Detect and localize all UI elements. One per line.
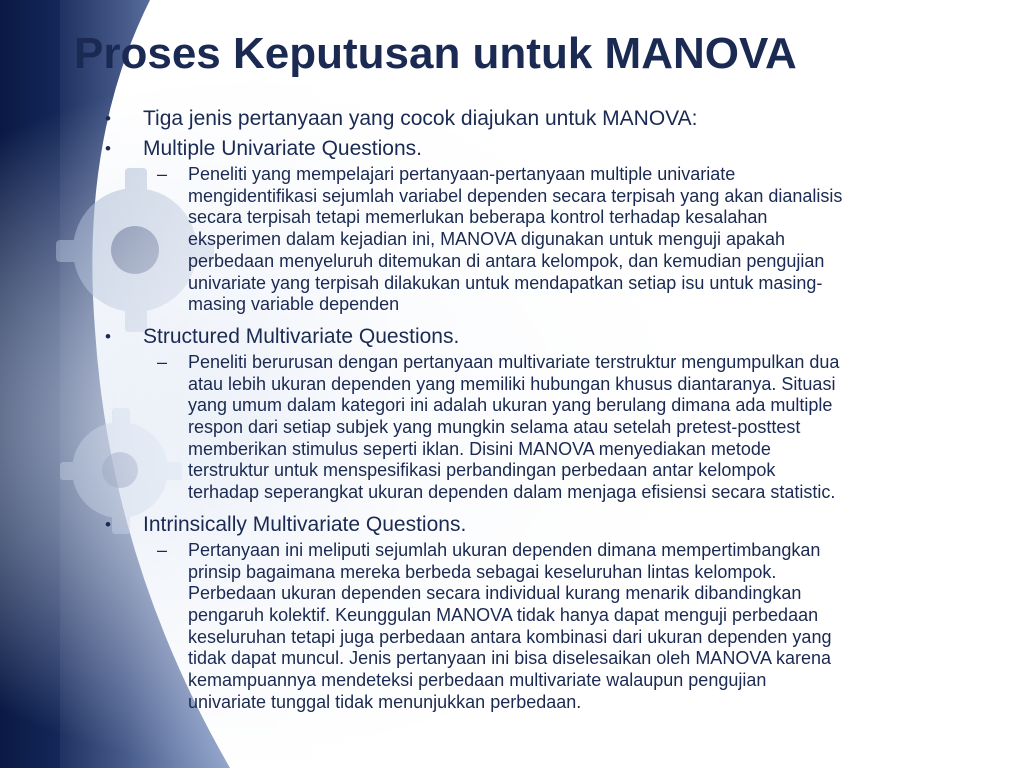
sub-bullet-line: mengidentifikasi sejumlah variabel dependen secara terpisah yang akan dianalisis [188, 185, 843, 206]
bullet-text: Structured Multivariate Questions. [143, 324, 460, 348]
bullet-marker: • [105, 139, 111, 158]
bullet-text: Multiple Univariate Questions. [143, 137, 422, 160]
bullet-item [100, 134, 1018, 164]
sub-bullet-line: respon dari setiap subjek yang mungkin selama atau setelah pretest-posttest [188, 417, 801, 438]
bullet-text: Tiga jenis pertanyaan yang cocok diajukan untuk MANOVA: [143, 107, 698, 130]
slide-content [100, 104, 1018, 719]
sub-bullet-marker: – [157, 539, 168, 560]
bullet-item [100, 510, 1018, 540]
bullet-item [100, 322, 1018, 352]
sub-bullet-line: Peneliti berurusan dengan pertanyaan multivariate terstruktur mengumpulkan dua [188, 351, 840, 372]
sub-bullet-line: univariate yang terpisah dilakukan untuk mendapatkan setiap isu untuk masing- [188, 272, 823, 293]
sub-bullet-line: prinsip bagaimana mereka berbeda sebagai keseluruhan lintas kelompok. [188, 561, 777, 582]
sub-bullet-item [143, 352, 1018, 510]
sub-bullet-line: univariate tunggal tidak menunjukkan perbedaan. [188, 691, 582, 712]
slide-title: Proses Keputusan untuk MANOVA [74, 29, 797, 78]
bullet-marker: • [105, 326, 111, 346]
sub-bullet-item [143, 540, 1018, 720]
sub-bullet-line: tidak dapat muncul. Jenis pertanyaan ini bisa diselesaikan oleh MANOVA karena [188, 648, 832, 669]
sub-bullet-line: Peneliti yang mempelajari pertanyaan-pertanyaan multiple univariate [188, 164, 736, 184]
bullet-item [100, 104, 1018, 134]
sub-bullet-line: Pertanyaan ini meliputi sejumlah ukuran dependen dimana mempertimbangkan [188, 539, 821, 560]
sub-bullet-line: eksperimen dalam kejadian ini, MANOVA digunakan untuk menguji apakah [188, 229, 786, 250]
sub-bullet-line: pengaruh kolektif. Keunggulan MANOVA tidak hanya dapat menguji perbedaan [188, 604, 819, 625]
sub-bullet-line: terstruktur untuk menspesifikasi perbandingan perbedaan antar kelompok [188, 460, 776, 481]
sub-bullet-marker: – [157, 164, 168, 184]
sub-bullet-line: perbedaan menyeluruh ditemukan di antara kelompok, dan kemudian pengujian [188, 250, 825, 271]
sub-bullet-line: kemampuannya mendeteksi perbedaan multivariate walaupun pengujian [188, 670, 767, 691]
sub-bullet-line: terhadap seperangkat ukuran dependen dalam menjaga efisiensi secara statistic. [188, 482, 836, 503]
bullet-marker: • [105, 109, 111, 128]
sub-bullet-line: masing variable dependen [188, 294, 400, 315]
sub-bullet-line: yang umum dalam kategori ini adalah ukuran yang berulang dimana ada multiple [188, 395, 833, 416]
bullet-marker: • [105, 514, 111, 534]
sub-bullet-line: atau lebih ukuran dependen yang memiliki hubungan khusus diantaranya. Situasi [188, 373, 836, 394]
sub-bullet-line: keseluruhan tetapi juga perbedaan antara kombinasi dari ukuran dependen yang [188, 626, 832, 647]
sub-bullet-line: memberikan stimulus seperti iklan. Disini MANOVA menyediakan metode [188, 438, 771, 459]
sub-bullet-item [143, 164, 1018, 322]
bullet-text: Intrinsically Multivariate Questions. [143, 512, 467, 536]
sub-bullet-line: secara terpisah tetapi memerlukan beberapa kontrol terhadap kesalahan [188, 207, 768, 228]
sub-bullet-marker: – [157, 351, 168, 372]
sub-bullet-line: Perbedaan ukuran dependen secara individual kurang menarik dibandingkan [188, 583, 802, 604]
